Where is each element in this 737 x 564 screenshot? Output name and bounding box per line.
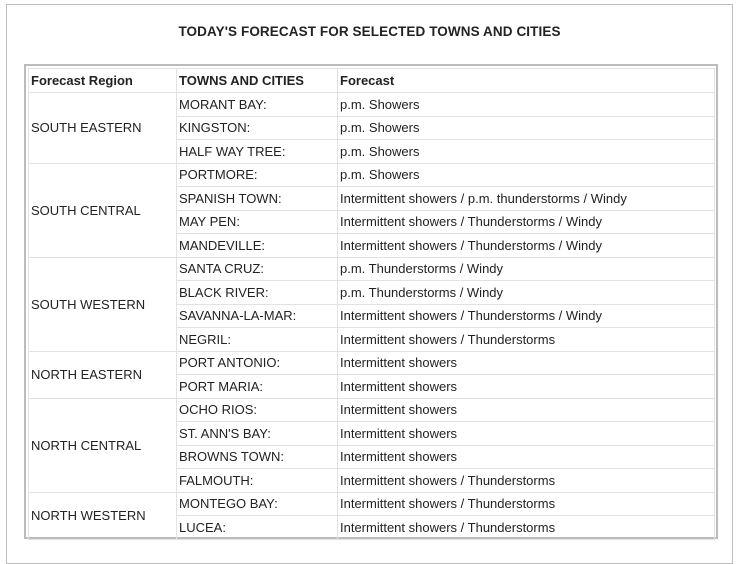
forecast-cell: p.m. Showers	[338, 163, 715, 187]
town-cell: FALMOUTH:	[177, 469, 338, 493]
page-title: TODAY'S FORECAST FOR SELECTED TOWNS AND CITIES	[178, 24, 561, 39]
region-cell: SOUTH CENTRAL	[29, 163, 177, 257]
town-cell: OCHO RIOS:	[177, 398, 338, 422]
forecast-cell: p.m. Showers	[338, 140, 715, 164]
region-cell: SOUTH EASTERN	[29, 93, 177, 164]
forecast-table	[28, 68, 715, 540]
table-row	[29, 398, 715, 422]
forecast-panel	[6, 4, 733, 564]
forecast-table-body	[29, 93, 715, 540]
forecast-cell: p.m. Thunderstorms / Windy	[338, 281, 715, 305]
town-cell: HALF WAY TREE:	[177, 140, 338, 164]
town-cell: PORTMORE:	[177, 163, 338, 187]
region-cell: SOUTH WESTERN	[29, 257, 177, 351]
region-cell: NORTH EASTERN	[29, 351, 177, 398]
region-cell: NORTH CENTRAL	[29, 398, 177, 492]
town-cell: ST. ANN'S BAY:	[177, 422, 338, 446]
forecast-cell: Intermittent showers / p.m. thunderstorms / Windy	[338, 187, 715, 211]
forecast-cell: Intermittent showers	[338, 445, 715, 469]
town-cell: SAVANNA-LA-MAR:	[177, 304, 338, 328]
forecast-cell: Intermittent showers / Thunderstorms	[338, 469, 715, 493]
table-row	[29, 93, 715, 117]
town-cell: BLACK RIVER:	[177, 281, 338, 305]
table-row	[29, 351, 715, 375]
forecast-cell: Intermittent showers	[338, 398, 715, 422]
forecast-cell: p.m. Showers	[338, 93, 715, 117]
town-cell: MORANT BAY:	[177, 93, 338, 117]
town-cell: PORT ANTONIO:	[177, 351, 338, 375]
header-forecast-region: Forecast Region	[29, 69, 177, 93]
town-cell: LUCEA:	[177, 516, 338, 540]
forecast-cell: p.m. Showers	[338, 116, 715, 140]
town-cell: BROWNS TOWN:	[177, 445, 338, 469]
forecast-cell: Intermittent showers	[338, 375, 715, 399]
town-cell: KINGSTON:	[177, 116, 338, 140]
forecast-cell: Intermittent showers	[338, 351, 715, 375]
header-forecast: Forecast	[338, 69, 715, 93]
table-row	[29, 492, 715, 516]
forecast-cell: Intermittent showers / Thunderstorms / Windy	[338, 304, 715, 328]
header-towns-and-cities: TOWNS AND CITIES	[177, 69, 338, 93]
town-cell: MANDEVILLE:	[177, 234, 338, 258]
table-row	[29, 257, 715, 281]
forecast-cell: Intermittent showers / Thunderstorms	[338, 328, 715, 352]
town-cell: SPANISH TOWN:	[177, 187, 338, 211]
forecast-cell: Intermittent showers / Thunderstorms	[338, 492, 715, 516]
forecast-cell: p.m. Thunderstorms / Windy	[338, 257, 715, 281]
town-cell: NEGRIL:	[177, 328, 338, 352]
town-cell: MAY PEN:	[177, 210, 338, 234]
forecast-cell: Intermittent showers / Thunderstorms	[338, 516, 715, 540]
table-row	[29, 163, 715, 187]
forecast-table-frame	[24, 64, 718, 539]
forecast-cell: Intermittent showers / Thunderstorms / Windy	[338, 234, 715, 258]
forecast-cell: Intermittent showers / Thunderstorms / Windy	[338, 210, 715, 234]
forecast-cell: Intermittent showers	[338, 422, 715, 446]
town-cell: PORT MARIA:	[177, 375, 338, 399]
table-header-row	[29, 69, 715, 93]
town-cell: SANTA CRUZ:	[177, 257, 338, 281]
region-cell: NORTH WESTERN	[29, 492, 177, 539]
town-cell: MONTEGO BAY:	[177, 492, 338, 516]
